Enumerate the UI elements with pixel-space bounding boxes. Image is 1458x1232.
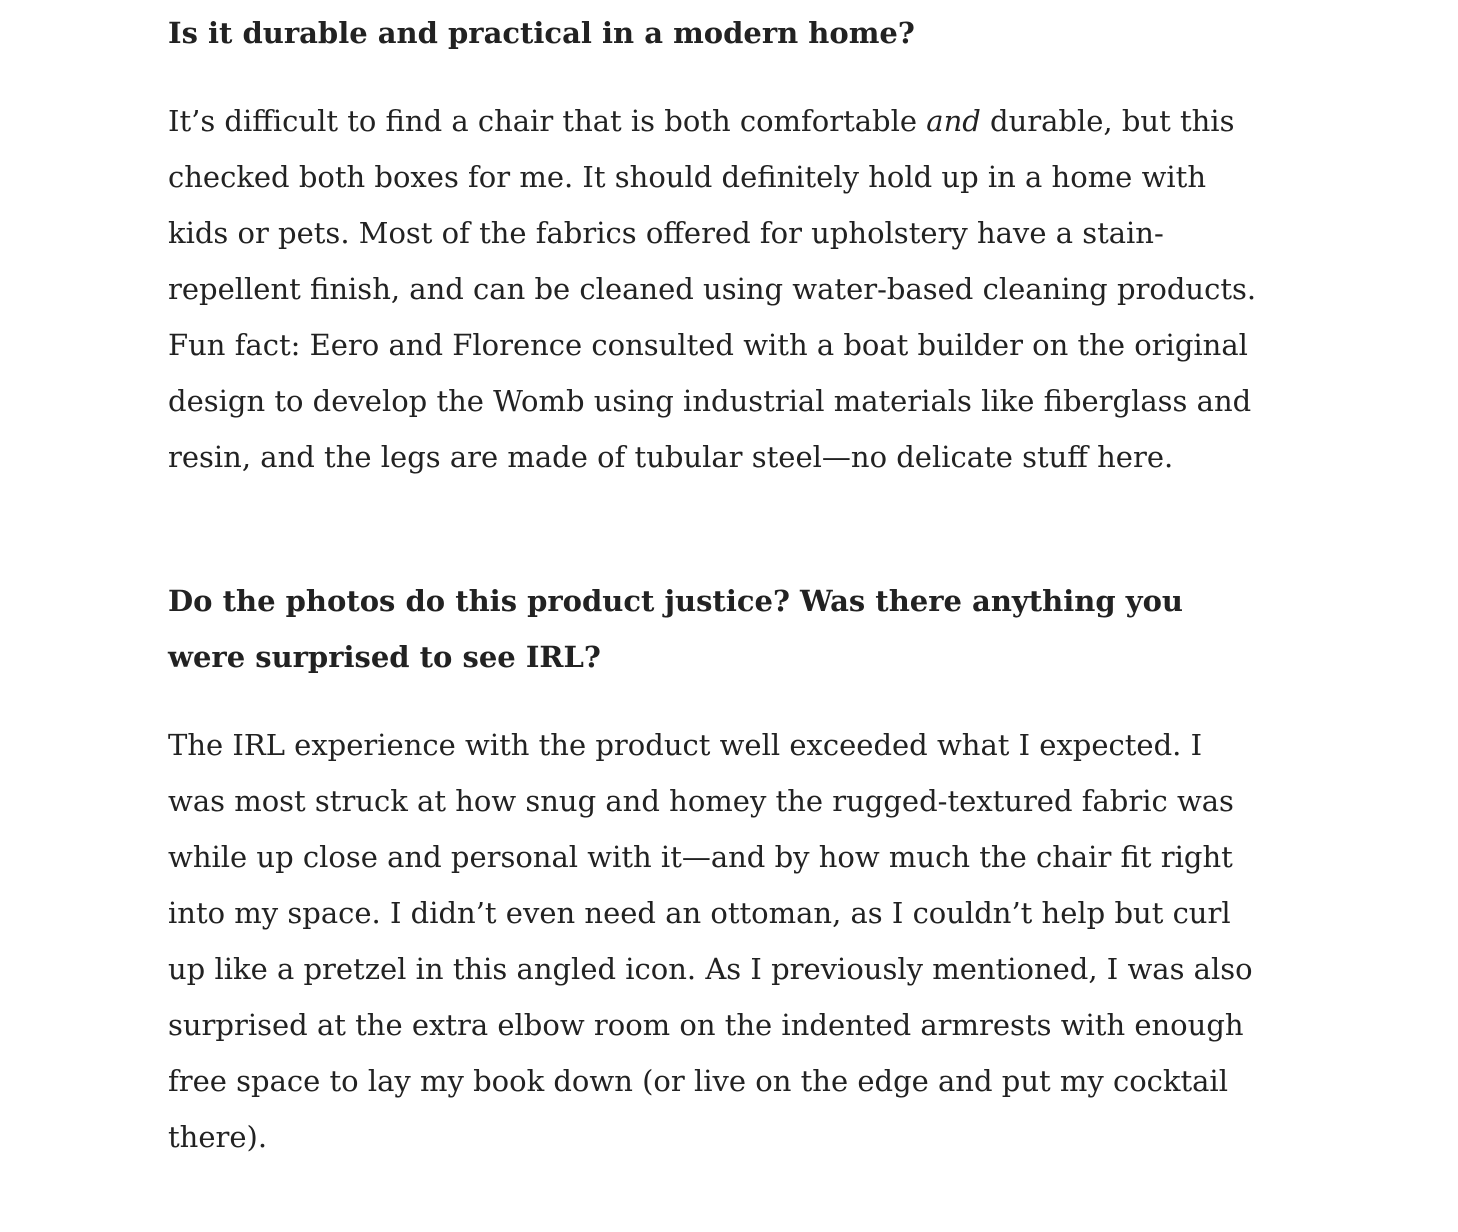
answer-text-part: It’s difficult to find a chair that is both comfortable — [168, 104, 927, 138]
answer-paragraph-durability — [168, 93, 1258, 485]
answer-text-part: durable, but this checked both boxes for me. It should definitely hold up in a home with kids or pets. Most of the fabrics offered for upholstery have a stain-repellent finish, and can be cleaned using water-based cleaning products. Fun fact: Eero and Florence consulted with a boat builder on the original design to develop the Womb using industrial materials like fiberglass and resin, and the legs are made of tubular steel—no delicate stuff here. — [168, 104, 1257, 474]
question-heading-photos: Do the photos do this product justice? Was there anything you were surprised to see IRL? — [168, 584, 1184, 674]
answer-paragraph-photos: The IRL experience with the product well exceeded what I expected. I was most struck at how snug and homey the rugged-textured fabric was while up close and personal with it—and by how much the chair fit right into my space. I didn’t even need an ottoman, as I couldn’t help but curl up like a pretzel in this angled icon. As I previously mentioned, I was also surprised at the extra elbow room on the indented armrests with enough free space to lay my book down (or live on the edge and put my cocktail there). — [168, 728, 1253, 1154]
question-heading-durability: Is it durable and practical in a modern home? — [168, 16, 915, 50]
emphasis-text: and — [926, 104, 981, 138]
